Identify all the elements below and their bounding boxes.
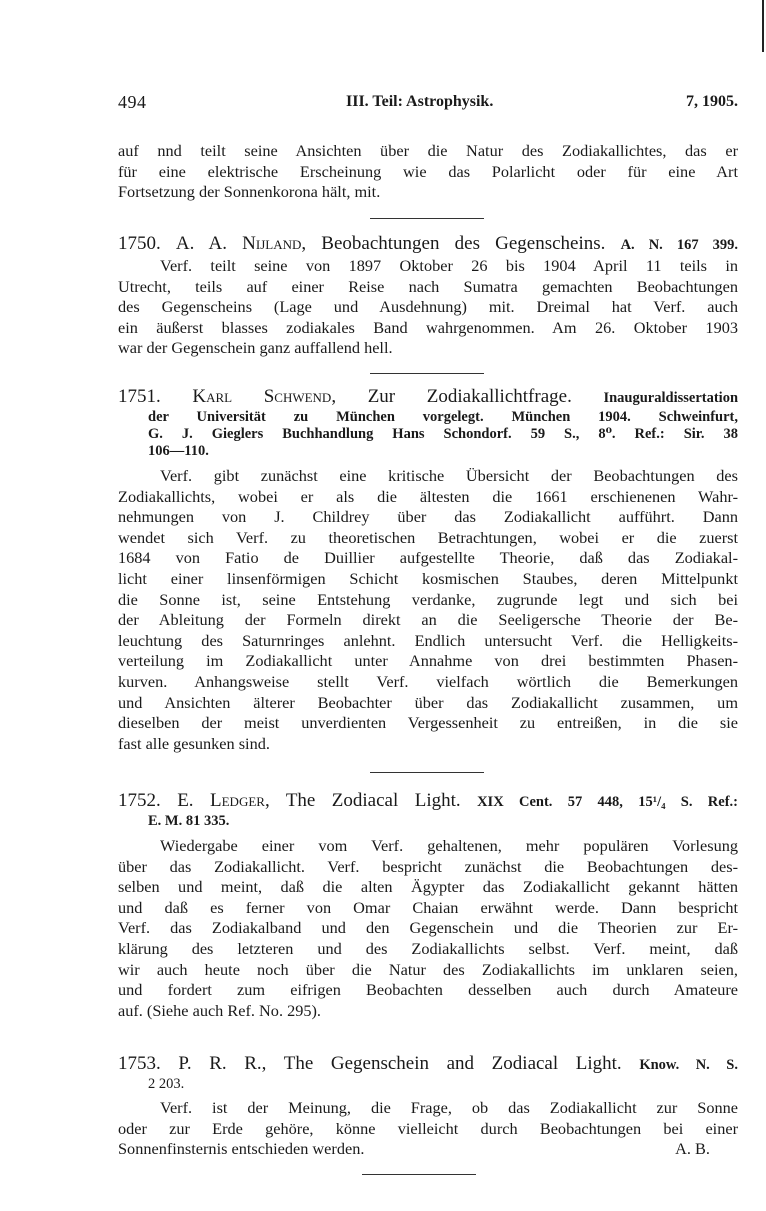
- text-line: Fortsetzung der Sonnenkorona hält, mit.: [118, 182, 381, 202]
- entry-title: The Zodiacal Light.: [285, 790, 461, 811]
- text-line: Verf. gibt zunächst eine kritische Übersicht der Beobachtungen des: [160, 466, 738, 485]
- text-line: und fordert zum eifrigen Beobachten desselben auch durch Amateure: [118, 980, 738, 1000]
- text-line: Verf. teilt seine von 1897 Oktober 26 bis 1904 April 11 teils in: [160, 256, 738, 275]
- entry-1751: [118, 385, 738, 754]
- text-line: wir auch heute noch über die Natur des Zodiakallichts im unklaren seien,: [118, 959, 738, 979]
- entry-1750: [118, 232, 738, 359]
- text-line: licht einer linsenförmigen Schicht kosmischen Staubes, deren Mittelpunkt: [118, 568, 738, 588]
- page-number: 494: [118, 92, 147, 112]
- volume-year: 7, 1905.: [686, 93, 738, 110]
- entry-title: The Gegenschein and Zodiacal Light.: [283, 1053, 622, 1074]
- running-title: III. Teil: Astrophysik.: [346, 93, 494, 110]
- page-edge-line: [762, 0, 764, 52]
- text-line: Verf. das Zodiakalband und den Gegenschein und die Theorien zur Er-: [118, 918, 738, 938]
- entry-heading: [118, 232, 738, 256]
- text-line: die Sonne ist, seine Entstehung verdanke, zugrunde legt und sich bei: [118, 589, 738, 609]
- separator-rule: [370, 373, 484, 374]
- entry-author: Karl Schwend,: [192, 386, 337, 407]
- text-line: [118, 1139, 738, 1160]
- entry-source: Inauguraldissertation: [603, 390, 739, 406]
- intro-paragraph: [118, 141, 738, 203]
- entry-subline: der Universität zu München vorgelegt. München 1904. Schweinfurt,: [148, 409, 738, 425]
- text-line: auf nnd teilt seine Ansichten über die Natur des Zodiakallichtes, das er: [118, 141, 738, 160]
- entry-subline: G. J. Gieglers Buchhandlung Hans Schondorf. 59 S., 8⁰. Ref.: Sir. 38: [148, 426, 738, 442]
- running-header: [118, 92, 738, 116]
- text-line: und Ansichten älterer Beobachter über das Zodiakallicht zusammen, um: [118, 692, 738, 712]
- entry-source: Know. N. S.: [639, 1057, 738, 1073]
- entry-heading: [118, 789, 738, 813]
- entry-author: P. R. R.,: [178, 1053, 267, 1074]
- text-line: des Gegenscheins (Lage und Ausdehnung) mit. Dreimal hat Verf. auch: [118, 297, 738, 317]
- text-line: verteilung im Zodiakallicht unter Annahme von drei bestimmten Phasen-: [118, 651, 738, 671]
- text-line-content: Sonnenfinsternis entschieden werden.: [118, 1139, 365, 1159]
- separator-rule: [362, 1174, 476, 1175]
- text-line: über das Zodiakallicht. Verf. bespricht zunächst die Beobachtungen des-: [118, 856, 738, 876]
- entry-subline: E. M. 81 335.: [148, 813, 230, 829]
- text-line: war der Gegenschein ganz auffallend hell.: [118, 338, 393, 358]
- entry-source: XIX Cent. 57 448, 15¹/₄ S. Ref.:: [477, 794, 738, 810]
- text-line: Zodiakallichts, wobei er als die ältesten die 1661 erschienenen Wahr-: [118, 486, 738, 506]
- entry-title: Zur Zodiakallichtfrage.: [367, 386, 572, 407]
- entry-title: Beobachtungen des Gegenscheins.: [321, 233, 606, 254]
- signature: A. B.: [675, 1139, 710, 1159]
- text-line: dieselben der meist unverdienten Vergessenheit zu entreißen, in die sie: [118, 713, 738, 733]
- text-line: Wiedergabe einer vom Verf. gehaltenen, mehr populären Vorlesung: [160, 836, 738, 855]
- entry-number: 1753.: [118, 1053, 161, 1074]
- text-line: wendet sich Verf. zu theoretischen Betrachtungen, wobei er die zuerst: [118, 527, 738, 547]
- entry-source: A. N. 167 399.: [620, 237, 739, 253]
- text-line: oder zur Erde gehöre, könne vielleicht durch Beobachtungen bei einer: [118, 1118, 738, 1138]
- entry-1752: [118, 789, 738, 1021]
- entry-1753: [118, 1052, 738, 1160]
- entry-heading: [118, 385, 738, 409]
- text-line: 1684 von Fatio de Duillier aufgestellte Theorie, daß das Zodiakal-: [118, 548, 738, 568]
- entry-number: 1751.: [118, 386, 161, 407]
- text-line: Utrecht, teils auf einer Reise nach Sumatra gemachten Beobachtungen: [118, 276, 738, 296]
- entry-subline: 106—110.: [148, 443, 209, 459]
- text-line: und daß es ferner von Omar Chaian erwähnt werde. Dann bespricht: [118, 897, 738, 917]
- text-line: kurven. Anhangsweise stellt Verf. vielfach wörtlich die Bemerkungen: [118, 671, 738, 691]
- text-line: klärung des letzteren und des Zodiakallichts selbst. Verf. meint, daß: [118, 938, 738, 958]
- separator-rule: [370, 772, 484, 773]
- text-line: selben und meint, daß die alten Ägypter das Zodiakallicht gekannt hätten: [118, 877, 738, 897]
- text-line: Verf. ist der Meinung, die Frage, ob das Zodiakallicht zur Sonne: [160, 1098, 738, 1117]
- separator-rule: [370, 218, 484, 219]
- text-line: der Ableitung der Formeln direkt an die Seeligersche Theorie der Be-: [118, 610, 738, 630]
- entry-subline: 2 203.: [148, 1076, 185, 1092]
- text-line: leuchtung des Saturnringes anlehnt. Endlich untersucht Verf. die Helligkeits-: [118, 630, 738, 650]
- entry-number: 1752.: [118, 790, 161, 811]
- entry-author: A. A. Nijland,: [175, 233, 307, 254]
- entry-number: 1750.: [118, 233, 161, 254]
- text-line: ein äußerst blasses zodiakales Band wahrgenommen. Am 26. Oktober 1903: [118, 317, 738, 337]
- text-line: auf. (Siehe auch Ref. No. 295).: [118, 1000, 321, 1020]
- entry-author: E. Ledger,: [177, 790, 270, 811]
- text-line: fast alle gesunken sind.: [118, 733, 270, 753]
- text-line: nehmungen von J. Childrey über das Zodiakallicht aufführt. Dann: [118, 507, 738, 527]
- text-line: für eine elektrische Erscheinung wie das Polarlicht oder für eine Art: [118, 161, 738, 181]
- entry-heading: [118, 1052, 738, 1076]
